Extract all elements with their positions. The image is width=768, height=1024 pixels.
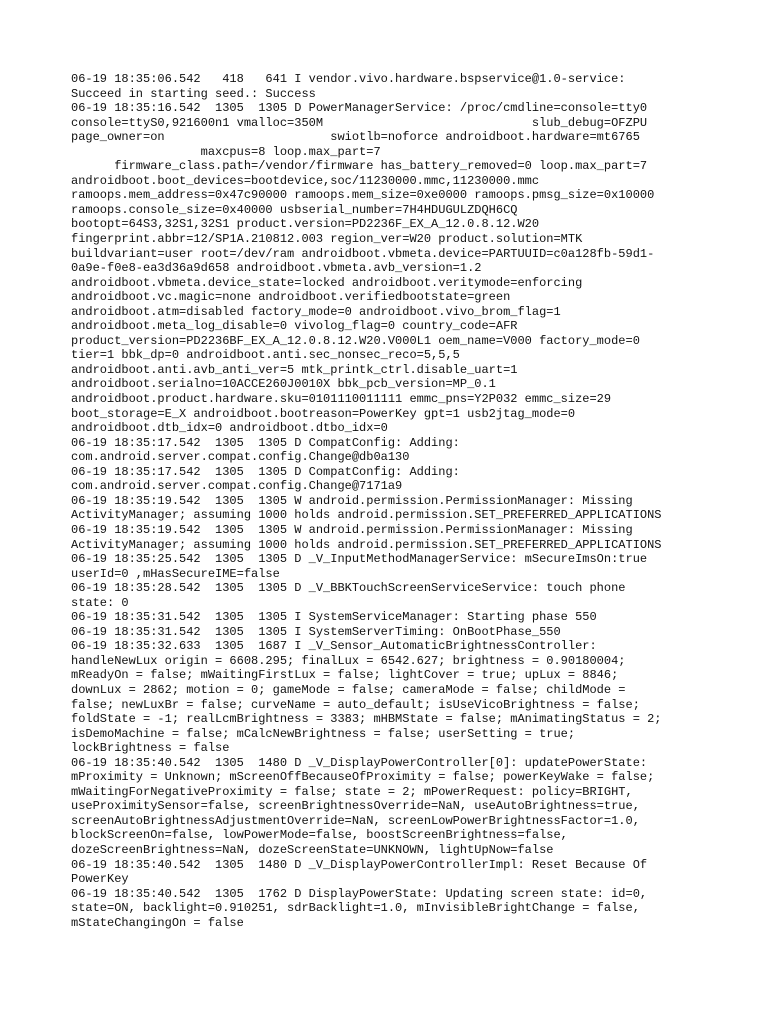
log-line: 06-19 18:35:17.542 1305 1305 D CompatConfig: Adding: — [71, 435, 460, 450]
log-line: tier=1 bbk_dp=0 androidboot.anti.sec_nonsec_reco=5,5,5 — [71, 348, 460, 363]
log-line: androidboot.vc.magic=none androidboot.verifiedbootstate=green — [71, 290, 511, 305]
log-line: 06-19 18:35:06.542 418 641 I vendor.vivo.hardware.bspservice@1.0-service: — [71, 72, 626, 86]
log-line: androidboot.vbmeta.device_state=locked androidboot.veritymode=enforcing — [71, 275, 583, 290]
log-line: androidboot.anti.avb_anti_ver=5 mtk_printk_ctrl.disable_uart=1 — [71, 362, 518, 377]
log-line: mProximity = Unknown; mScreenOffBecauseOfProximity = false; powerKeyWake = false; — [71, 770, 655, 785]
log-line: buildvariant=user root=/dev/ram androidboot.vbmeta.device=PARTUUID=c0a128fb-59d1- — [71, 246, 655, 261]
log-line: 06-19 18:35:31.542 1305 1305 I SystemServiceManager: Starting phase 550 — [71, 610, 597, 625]
log-line: 06-19 18:35:25.542 1305 1305 D _V_InputMethodManagerService: mSecureImsOn:true — [71, 552, 648, 567]
log-line: blockScreenOn=false, lowPowerMode=false, boostScreenBrightness=false, — [71, 828, 568, 843]
log-line: androidboot.meta_log_disable=0 vivolog_flag=0 country_code=AFR — [71, 319, 518, 334]
log-line: false; newLuxBr = false; curveName = auto_default; isUseVicoBrightness = false; — [71, 697, 640, 712]
log-line: mWaitingForNegativeProximity = false; state = 2; mPowerRequest: policy=BRIGHT, — [71, 784, 633, 799]
log-line: maxcpus=8 loop.max_part=7 — [71, 144, 381, 159]
log-text-block — [71, 72, 751, 930]
log-line: com.android.server.compat.config.Change@db0a130 — [71, 450, 410, 465]
log-line: dozeScreenBrightness=NaN, dozeScreenState=UNKNOWN, lightUpNow=false — [71, 842, 554, 857]
log-line: useProximitySensor=false, screenBrightnessOverride=NaN, useAutoBrightness=true, — [71, 799, 640, 814]
log-line: Succeed in starting seed.: Success — [71, 86, 316, 101]
log-line: page_owner=on swiotlb=noforce androidboot.hardware=mt6765 — [71, 130, 640, 145]
log-line: com.android.server.compat.config.Change@7171a9 — [71, 479, 403, 494]
log-line: androidboot.dtb_idx=0 androidboot.dtbo_idx=0 — [71, 421, 388, 436]
log-line: console=ttyS0,921600n1 vmalloc=350M slub_debug=OFZPU — [71, 115, 648, 130]
log-line: 06-19 18:35:32.633 1305 1687 I _V_Sensor_AutomaticBrightnessController: — [71, 639, 597, 654]
log-line: foldState = -1; realLcmBrightness = 3383; mHBMState = false; mAnimatingStatus = 2; — [71, 712, 662, 727]
log-line: androidboot.atm=disabled factory_mode=0 androidboot.vivo_brom_flag=1 — [71, 304, 561, 319]
log-line: lockBrightness = false — [71, 741, 230, 756]
log-line: firmware_class.path=/vendor/firmware has_battery_removed=0 loop.max_part=7 — [71, 159, 648, 174]
log-line: 06-19 18:35:19.542 1305 1305 W android.permission.PermissionManager: Missing — [71, 493, 633, 508]
log-line: handleNewLux origin = 6608.295; finalLux = 6542.627; brightness = 0.90180004; — [71, 653, 626, 668]
log-line: 0a9e-f0e8-ea3d36a9d658 androidboot.vbmeta.avb_version=1.2 — [71, 261, 482, 276]
log-line: androidboot.serialno=10ACCE260J0010X bbk_pcb_version=MP_0.1 — [71, 377, 496, 392]
log-line: boot_storage=E_X androidboot.bootreason=PowerKey gpt=1 usb2jtag_mode=0 — [71, 406, 576, 421]
log-line: screenAutoBrightnessAdjustmentOverride=NaN, screenLowPowerBrightnessFactor=1.0, — [71, 813, 640, 828]
log-line: 06-19 18:35:40.542 1305 1480 D _V_DisplayPowerController[0]: updatePowerState: — [71, 755, 648, 770]
log-line: product_version=PD2236BF_EX_A_12.0.8.12.W20.V000L1 oem_name=V000 factory_mode=0 — [71, 333, 640, 348]
log-line: 06-19 18:35:19.542 1305 1305 W android.permission.PermissionManager: Missing — [71, 522, 633, 537]
log-line: androidboot.product.hardware.sku=0101110011111 emmc_pns=Y2P032 emmc_size=29 — [71, 392, 612, 407]
log-line: 06-19 18:35:17.542 1305 1305 D CompatConfig: Adding: — [71, 464, 460, 479]
log-line: mReadyOn = false; mWaitingFirstLux = false; lightCover = true; upLux = 8846; — [71, 668, 619, 683]
log-line: androidboot.boot_devices=bootdevice,soc/11230000.mmc,11230000.mmc — [71, 173, 540, 188]
log-line: 06-19 18:35:31.542 1305 1305 I SystemServerTiming: OnBootPhase_550 — [71, 624, 561, 639]
log-line: 06-19 18:35:40.542 1305 1480 D _V_DisplayPowerControllerImpl: Reset Because Of — [71, 857, 648, 872]
log-line: state=ON, backlight=0.910251, sdrBacklight=1.0, mInvisibleBrightChange = false, — [71, 901, 640, 916]
log-line: ActivityManager; assuming 1000 holds android.permission.SET_PREFERRED_APPLICATIONS — [71, 537, 662, 552]
log-line: state: 0 — [71, 595, 129, 610]
log-line: ramoops.mem_address=0x47c90000 ramoops.mem_size=0xe0000 ramoops.pmsg_size=0x10000 — [71, 188, 655, 203]
log-line: 06-19 18:35:40.542 1305 1762 D DisplayPowerState: Updating screen state: id=0, — [71, 886, 648, 901]
log-line: mStateChangingOn = false — [71, 915, 244, 930]
log-line: 06-19 18:35:28.542 1305 1305 D _V_BBKTouchScreenServiceService: touch phone — [71, 581, 626, 596]
log-line: downLux = 2862; motion = 0; gameMode = false; cameraMode = false; childMode = — [71, 682, 626, 697]
log-line: 06-19 18:35:16.542 1305 1305 D PowerManagerService: /proc/cmdline=console=tty0 — [71, 101, 648, 116]
log-line: ramoops.console_size=0x40000 usbserial_number=7H4HDUGULZDQH6CQ — [71, 202, 518, 217]
log-line: bootopt=64S3,32S1,32S1 product.version=PD2236F_EX_A_12.0.8.12.W20 — [71, 217, 540, 232]
log-line: PowerKey — [71, 872, 129, 887]
log-line: ActivityManager; assuming 1000 holds android.permission.SET_PREFERRED_APPLICATIONS — [71, 508, 662, 523]
log-line: fingerprint.abbr=12/SP1A.210812.003 region_ver=W20 product.solution=MTK — [71, 232, 583, 247]
log-line: userId=0 ,mHasSecureIME=false — [71, 566, 280, 581]
log-line: isDemoMachine = false; mCalcNewBrightness = false; userSetting = true; — [71, 726, 576, 741]
